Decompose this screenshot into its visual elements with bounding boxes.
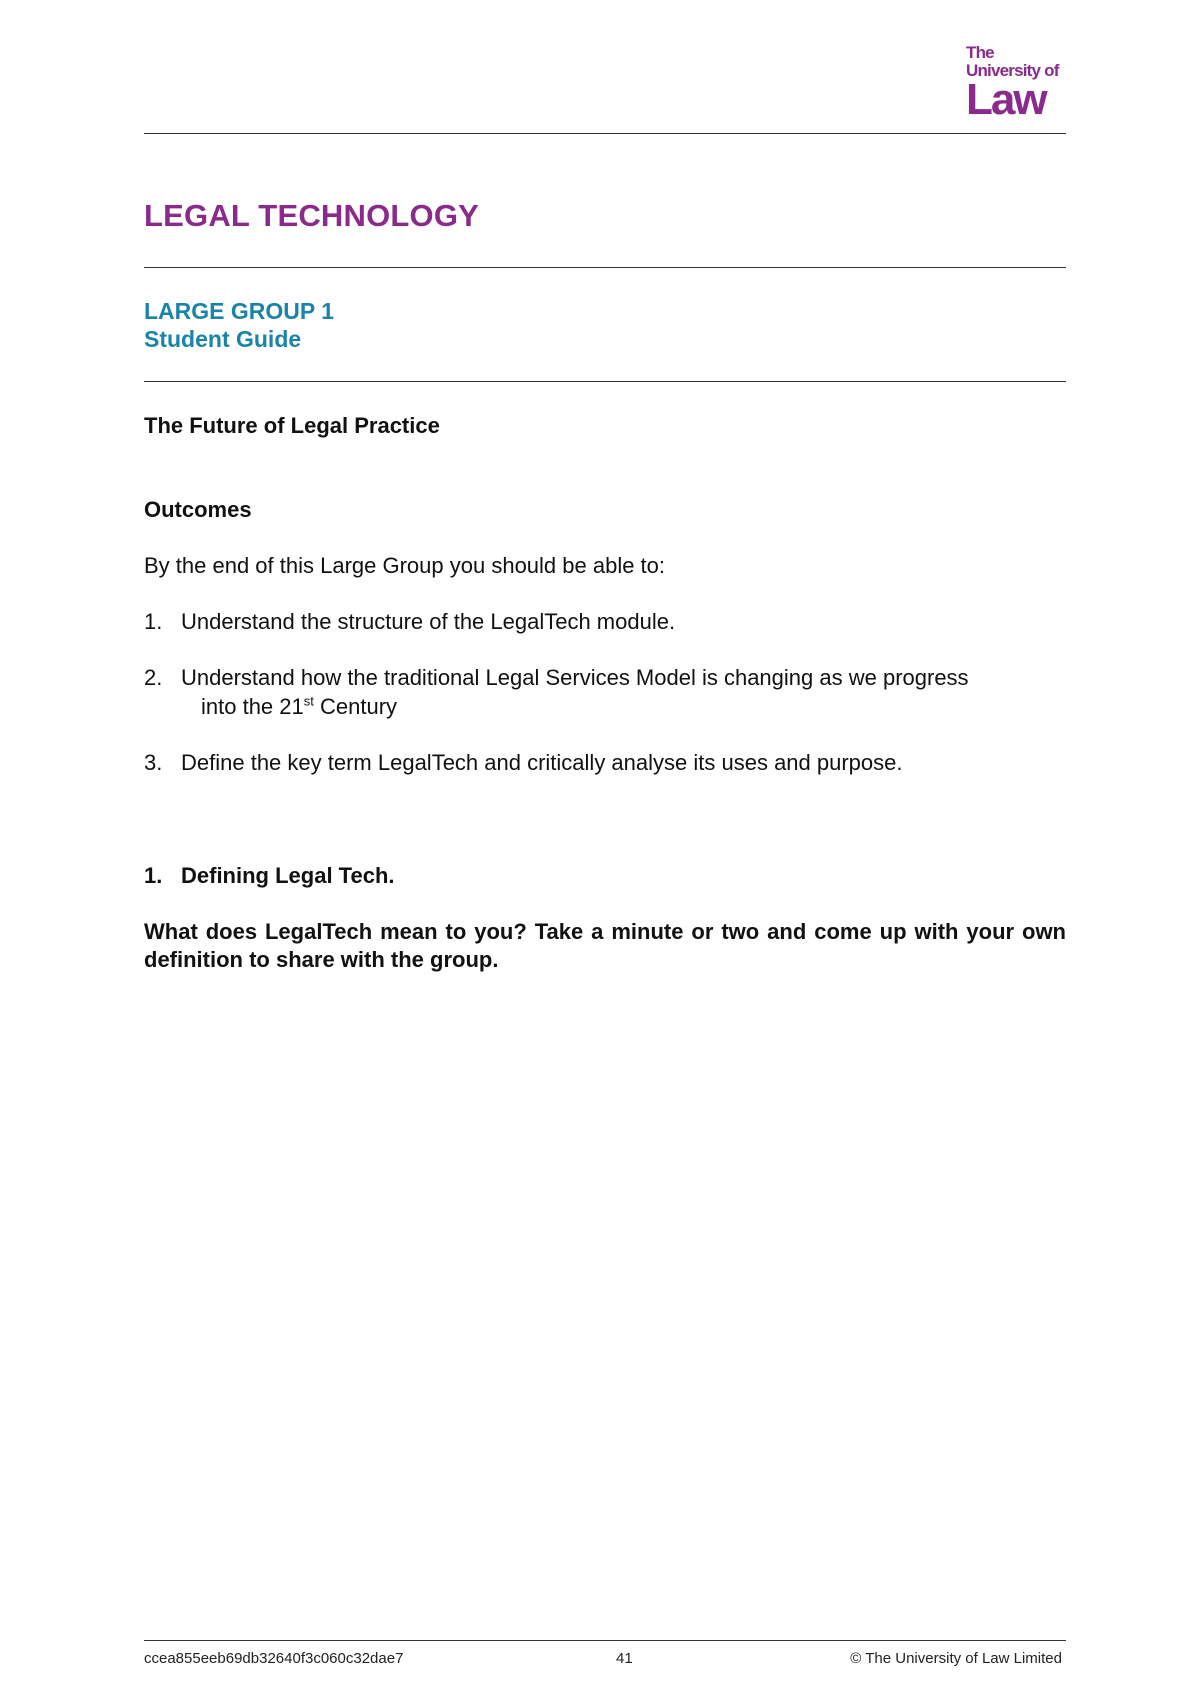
outcome-number: 1. (144, 609, 163, 634)
section-heading: The Future of Legal Practice (144, 413, 440, 438)
outcome-number: 2. (144, 665, 163, 690)
document-id: ccea855eeb69db32640f3c060c32dae7 (144, 1650, 404, 1667)
subtitle-block (144, 297, 334, 353)
outcome-text: Understand how the traditional Legal Services Model is changing as we progress (181, 665, 969, 690)
copyright-notice: © The University of Law Limited (850, 1650, 1062, 1667)
outcomes-heading: Outcomes (144, 497, 252, 522)
university-of-law-logo (966, 44, 1066, 124)
outcome-text: Define the key term LegalTech and critically analyse its uses and purpose. (181, 750, 903, 775)
guide-label: Student Guide (144, 326, 302, 352)
outcome-text: Understand the structure of the LegalTech module. (181, 609, 676, 634)
continued-text-end: Century (313, 694, 398, 719)
page-title: LEGAL TECHNOLOGY (144, 198, 480, 233)
subtitle-divider (144, 381, 1066, 382)
ordinal-suffix: st (303, 693, 314, 709)
section-title: Defining Legal Tech. (181, 863, 395, 888)
continued-text: into the 21 (201, 694, 304, 719)
outcome-number: 3. (144, 750, 163, 775)
section-number: 1. (144, 863, 163, 888)
footer-divider (144, 1640, 1066, 1641)
group-label: LARGE GROUP 1 (144, 298, 334, 324)
outcome-text-continued (201, 693, 397, 721)
page-number: 41 (616, 1650, 633, 1667)
logo-line-the: The (966, 43, 994, 62)
discussion-question: What does LegalTech mean to you? Take a minute or two and come up with your own definition to share with the group. (144, 919, 1066, 972)
title-divider (144, 267, 1066, 268)
outcomes-intro: By the end of this Large Group you should be able to: (144, 553, 666, 578)
header-divider (144, 133, 1066, 134)
logo-line-university: University of (966, 61, 1059, 80)
logo-line-law: Law (966, 75, 1046, 124)
